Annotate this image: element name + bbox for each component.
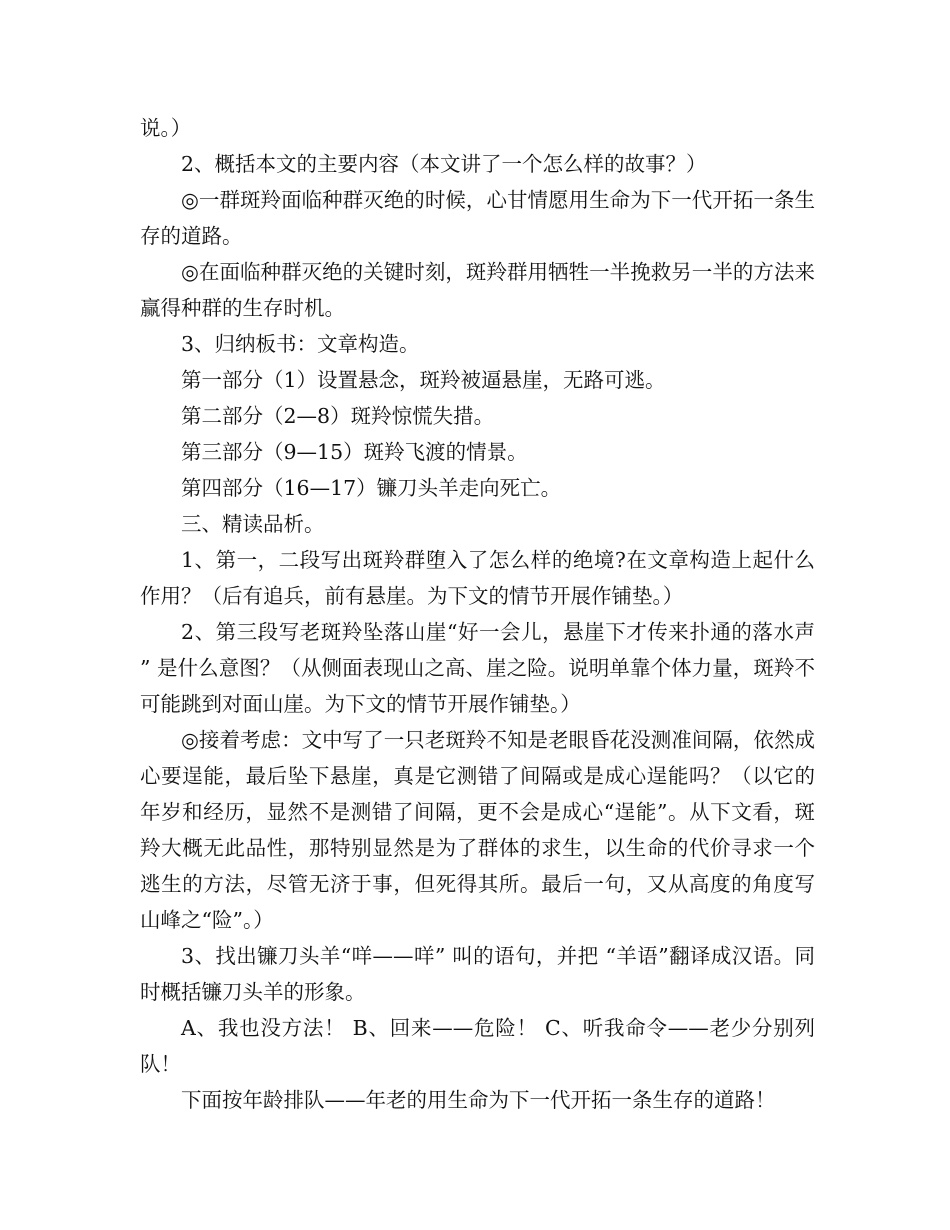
section-heading: 三、精读品析。 bbox=[181, 512, 325, 536]
document-page bbox=[140, 110, 822, 1118]
goat-language-continuation: 下面按年龄排队——年老的用生命为下一代开拓一条生存的道路！ bbox=[181, 1088, 776, 1112]
part-1: 第一部分（1）设置悬念，斑羚被逼悬崖，无路可逃。 bbox=[181, 368, 666, 392]
part-4: 第四部分（16—17）镰刀头羊走向死亡。 bbox=[181, 476, 562, 500]
answer-option-2: ◎在面临种群灭绝的关键时刻，斑羚群用牺牲一半挽救另一半的方法来赢得种群的生存时机。 bbox=[140, 260, 815, 320]
goat-language-answers: A、我也没方法！ B、回来——危险！ C、听我命令——老少分别列队！ bbox=[140, 1016, 815, 1076]
part-2: 第二部分（2—8）斑羚惊慌失措。 bbox=[181, 404, 495, 428]
analysis-followup: ◎接着考虑：文中写了一只老斑羚不知是老眼昏花没测准间隔，依然成心要逞能，最后坠下悬崖，真是它测错了间隔或是成心逞能吗？（以它的年岁和经历，显然不是测错了间隔，更不会是成心“逞能”。从下文看，斑羚大概无此品性，那特别显然是为了群体的求生，以生命的代价寻求一个逃生的方法，尽管无济于事，但死得其所。最后一句，又从高度的角度写山峰之“险”。） bbox=[140, 728, 815, 932]
answer-option-1: ◎一群斑羚面临种群灭绝的时候，心甘情愿用生命为下一代开拓一条生存的道路。 bbox=[140, 188, 815, 248]
analysis-question-3: 3、找出镰刀头羊“咩——咩” 叫的语句，并把 “羊语”翻译成汉语。同时概括镰刀头羊的形象。 bbox=[140, 944, 815, 1004]
analysis-question-2: 2、第三段写老斑羚坠落山崖“好一会儿，悬崖下才传来扑通的落水声 ” 是什么意图？（从侧面表现山之高、崖之险。说明单靠个体力量，斑羚不可能跳到对面山崖。为下文的情节开展作铺垫。） bbox=[140, 620, 822, 716]
question-3-structure: 3、归纳板书：文章构造。 bbox=[181, 332, 420, 356]
paragraph-continuation: 说。） bbox=[140, 116, 192, 140]
question-2-summary: 2、概括本文的主要内容（本文讲了一个怎么样的故事？） bbox=[181, 152, 707, 176]
part-3: 第三部分（9—15）斑羚飞渡的情景。 bbox=[181, 440, 528, 464]
analysis-question-1: 1、第一，二段写出斑羚群堕入了怎么样的绝境?在文章构造上起什么作用？（后有追兵，前有悬崖。为下文的情节开展作铺垫。） bbox=[140, 548, 815, 608]
